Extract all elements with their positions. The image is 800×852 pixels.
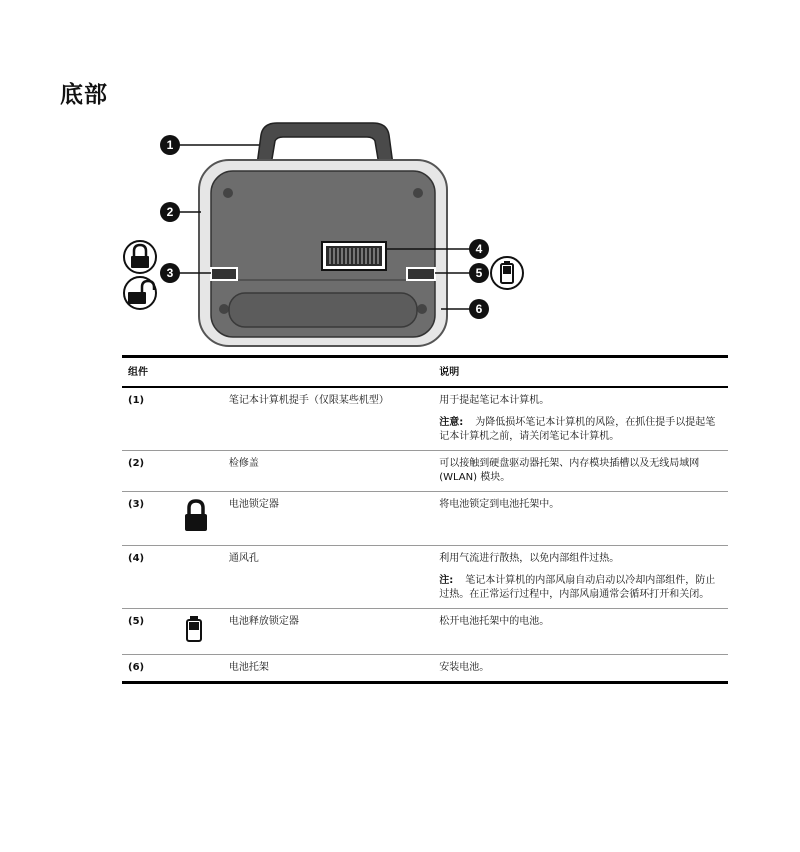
note-paragraph [439,416,722,444]
note-label: 注意: [439,417,464,428]
row-icon [163,451,223,492]
callout-6-label: 6 [475,302,483,316]
row-component: 通风孔 [228,553,259,564]
row-icon [163,655,223,683]
table-row [122,387,728,451]
note-paragraph [439,574,722,602]
row-component: 电池托架 [228,662,269,673]
components-table [122,355,728,684]
row-description [433,387,728,451]
header-component: 组件 [122,357,433,388]
callout-1 [160,135,180,155]
row-description: 可以接触到硬盘驱动器托架、内存模块插槽以及无线局域网 (WLAN) 模块。 [439,458,700,483]
table-header-row [122,357,728,388]
row-number: (1) [128,395,145,406]
battery-icon [185,615,205,643]
row-icon [163,387,223,451]
table-row [122,655,728,683]
battery-icon [491,257,523,289]
table-row [122,451,728,492]
vent-shape [322,242,386,270]
callout-3-label: 3 [166,266,174,280]
callout-5 [469,263,489,283]
row-description [433,546,728,609]
row-icon [163,609,223,655]
callout-4-label: 4 [475,242,483,256]
laptop-bottom-figure [115,115,530,355]
battery-lock-shape [211,268,237,280]
battery-release-shape [407,268,435,280]
page-title: 底部 [60,82,108,108]
note-text: 为降低损坏笔记本计算机的风险，在抓住提手以提起笔记本计算机之前，请关闭笔记本计算机。 [439,417,716,442]
callout-4 [469,239,489,259]
row-number: (5) [128,616,145,627]
note-text: 笔记本计算机的内部风扇自动启动以冷却内部组件，防止过热。在正常运行过程中，内部风扇通常会循环打开和关闭。 [439,575,716,600]
row-icon [163,492,223,546]
row-number: (2) [128,458,145,469]
row-component: 检修盖 [228,458,259,469]
header-description: 说明 [433,357,728,388]
row-icon [163,546,223,609]
row-description: 松开电池托架中的电池。 [439,616,550,627]
callout-5-label: 5 [475,266,483,280]
row-number: (6) [128,662,145,673]
callout-6 [469,299,489,319]
table-row [122,546,728,609]
table-row [122,609,728,655]
lock-icon [183,498,209,534]
row-description: 安装电池。 [439,662,490,673]
row-description: 将电池锁定到电池托架中。 [439,499,560,510]
description-text: 利用气流进行散热，以免内部组件过热。 [439,553,620,564]
row-number: (4) [128,553,145,564]
row-component: 电池释放锁定器 [228,616,299,627]
description-text: 用于提起笔记本计算机。 [439,395,550,406]
callout-2-label: 2 [166,205,174,219]
callout-3 [160,263,180,283]
row-component: 电池锁定器 [228,499,279,510]
note-label: 注: [439,575,454,586]
battery-bay-shape [229,293,417,327]
callout-2 [160,202,180,222]
row-component: 笔记本计算机提手（仅限某些机型） [228,395,389,406]
unlock-icon [124,277,156,309]
lock-icon [124,241,156,273]
row-number: (3) [128,499,145,510]
callout-1-label: 1 [166,138,174,152]
table-row [122,492,728,546]
handle-shape [257,123,393,165]
